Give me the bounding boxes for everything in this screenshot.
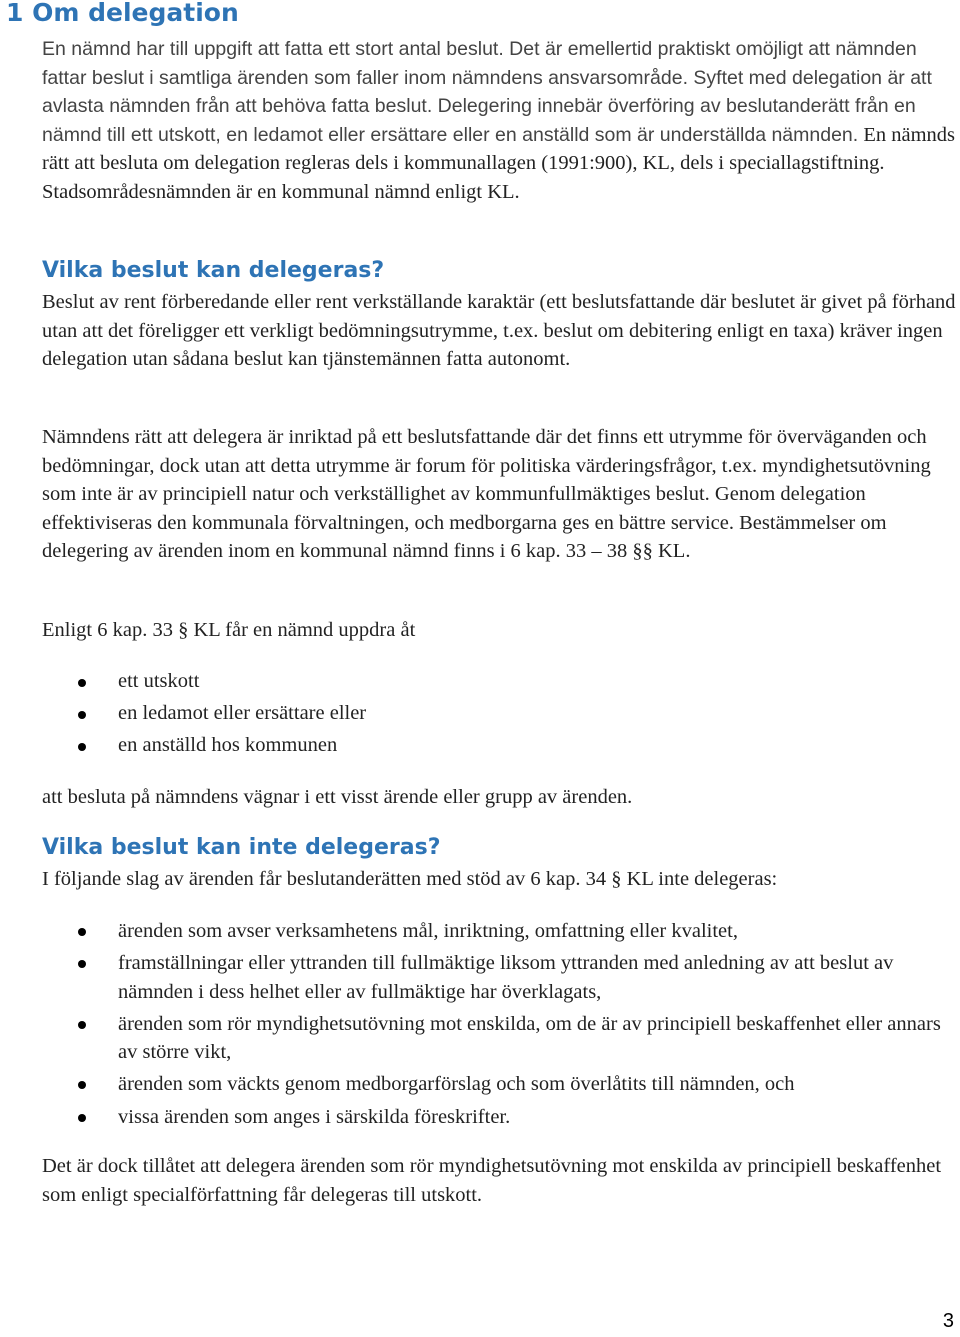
list-item: ett utskott xyxy=(78,668,958,695)
non-delegable-list xyxy=(78,917,958,1135)
intro-serif-text: En nämnds rätt att besluta om delegation regleras dels i kommunallagen (1991:900), KL, dels i speciallagstiftning. Stadsområdesnämnden är en kommunal nämnd enligt KL. xyxy=(42,123,955,203)
paragraph-6-kap-33: Enligt 6 kap. 33 § KL får en nämnd uppdra åt xyxy=(42,619,416,641)
list-item: en ledamot eller ersättare eller xyxy=(78,700,958,727)
paragraph-6-kap-34: I följande slag av ärenden får beslutanderätten med stöd av 6 kap. 34 § KL inte delegeras: xyxy=(42,868,778,890)
paragraph-exception: Det är dock tillåtet att delegera ärenden som rör myndighetsutövning mot enskilda av principiell beskaffenhet som enligt specialförfattning får delegeras till utskott. xyxy=(42,1155,942,1206)
list-item: ärenden som väckts genom medborgarförslag och som överlåtits till nämnden, och xyxy=(78,1070,958,1099)
list-item: framställningar eller yttranden till fullmäktige liksom yttranden med anledning av att beslut av nämnden i dess helhet eller av fullmäktige har överklagats, xyxy=(78,949,958,1006)
section-heading: 1 Om delegation xyxy=(6,0,239,27)
page-number: 3 xyxy=(942,1310,954,1332)
paragraph-right-to-delegate: Nämndens rätt att delegera är inriktad på ett beslutsfattande där det finns ett utrymme för överväganden och bedömningar, dock utan att detta utrymme är forum för politiska värderingsfrågor, t.ex. myndighetsutövning som inte är av principiell natur och verkställighet av kommunfullmäktiges beslut. Genom delegation effektiviseras den kommunala förvaltningen, och medborgarna ges en bättre service. Bestämmelser om delegering av ärenden inom en kommunal nämnd finns i 6 kap. 33 – 38 §§ KL. xyxy=(42,426,931,563)
list-item: ärenden som rör myndighetsutövning mot enskilda, om de är av principiell beskaffenhet eller annars av större vikt, xyxy=(78,1010,958,1067)
list-item: vissa ärenden som anges i särskilda föreskrifter. xyxy=(78,1103,958,1132)
subheading-not-delegable: Vilka beslut kan inte delegeras? xyxy=(42,835,441,860)
subheading-delegable: Vilka beslut kan delegeras? xyxy=(42,258,385,283)
paragraph-preparatory: Beslut av rent förberedande eller rent verkställande karaktär (ett beslutsfattande där beslutet är givet på förhand utan att det föreligger ett verkligt bedömningsutrymme, t.ex. beslut om debitering enligt en taxa) kräver ingen delegation utan sådana beslut kan tjänstemännen fatta autonomt. xyxy=(42,291,956,371)
paragraph-on-behalf: att besluta på nämndens vägnar i ett visst ärende eller grupp av ärenden. xyxy=(42,786,633,808)
intro-sans-text: En nämnd har till uppgift att fatta ett stort antal beslut. Det är emellertid praktiskt omöjligt att nämnden fattar beslut i samtliga ärenden som faller inom nämndens ansvarsområde. Syftet med delegation är att avlasta nämnden från att behöva fatta beslut. Delegering innebär överföring av beslutanderätt från en nämnd till ett utskott, en ledamot eller ersättare eller en anställd som är underställda nämnden. xyxy=(42,38,932,146)
intro-paragraph xyxy=(42,35,958,207)
list-item: ärenden som avser verksamhetens mål, inriktning, omfattning eller kvalitet, xyxy=(78,917,958,946)
delegate-recipients-list xyxy=(78,668,958,764)
list-item: en anställd hos kommunen xyxy=(78,732,958,759)
